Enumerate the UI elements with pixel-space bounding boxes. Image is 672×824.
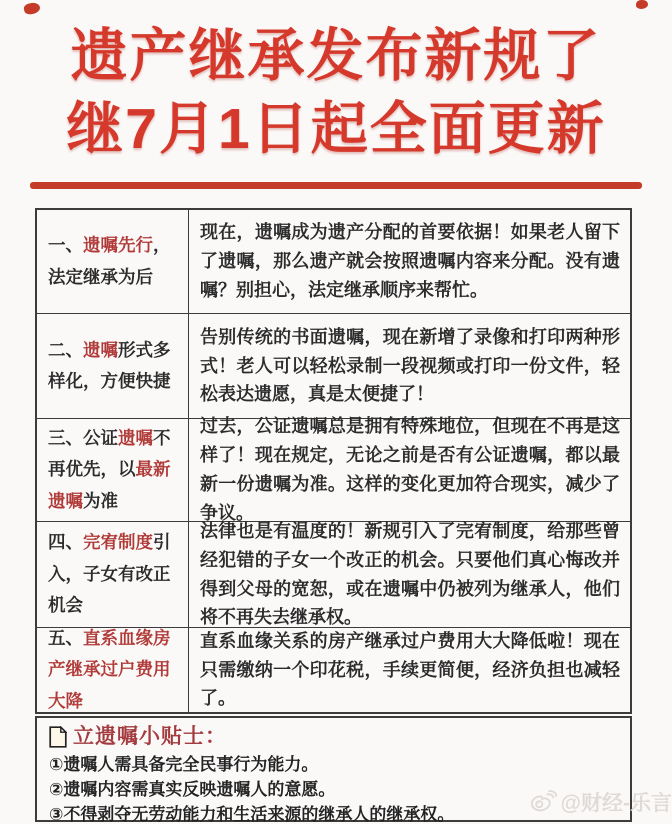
rule-description [189,416,630,523]
rule-heading [37,314,189,418]
heading-keyword: 遗嘱先行 [83,235,153,255]
rule-heading [37,522,189,627]
heading-text: 不再优先，以 [48,427,171,480]
heading-text: 一、 [48,235,83,255]
decor-red-corner-right [636,0,648,9]
page-title [0,20,672,166]
heading-keyword: 遗嘱 [83,339,118,360]
heading-text: 三、公证 [48,427,118,448]
heading-text: 引入，子女有改正机会 [48,532,171,616]
red-divider-rule [30,182,642,189]
watermark-text: @财经-乐言 [560,792,672,815]
heading-keyword: 遗嘱 [118,427,153,448]
heading-keyword: 完宥制度 [83,532,153,553]
description-text: 现在，遗嘱成为遗产分配的首要依据！如果老人留下了遗嘱，那么遗产就会按照遗嘱内容来分配。没有遗嘱？别担心，法定继承顺序来帮忙。 [200,222,620,300]
rule-description [189,522,630,627]
rule-description [189,628,630,712]
heading-text: 为准 [83,490,118,511]
watermark [529,787,672,817]
tip-item: ①遗嘱人需具备完全民事行为能力。 [49,755,319,774]
title-line-1: 遗产继承发布新规了 [70,24,602,88]
heading-text: 二、 [48,339,83,360]
heading-text: 五、 [48,627,83,648]
tips-header [49,722,618,752]
rule-description [189,210,630,313]
note-icon [49,726,67,748]
table-row [37,210,630,313]
description-text: 法律也是有温度的！新规引入了完宥制度，给那些曾经犯错的子女一个改正的机会。只要他们真心悔改并得到父母的宽恕，或在遗嘱中仍被列为继承人，他们将不再失去继承权。 [200,520,620,628]
heading-keyword: 最新遗嘱 [48,459,171,511]
heading-text: 四、 [48,532,83,553]
rules-table [35,208,632,714]
rule-description [189,314,630,418]
heading-keyword: 直系血缘房产继承过户费用大降 [48,627,171,711]
description-text: 过去，公证遗嘱总是拥有特殊地位，但现在不再是这样了！现在规定，无论之前是否有公证遗嘱，都以最新一份遗嘱为准。这样的变化更加符合现实，减少了争议。 [200,416,620,523]
table-row [37,521,630,627]
table-row [37,627,630,712]
heading-text: ，法定继承为后 [48,235,171,287]
rule-heading [37,210,189,313]
weibo-icon [529,790,557,814]
title-line-2: 继7月1日起全面更新 [66,97,606,161]
heading-text: 形式多样化，方便快捷 [48,339,171,391]
tip-item: ②遗嘱内容需真实反映遗嘱人的意愿。 [49,780,336,799]
table-row [37,418,630,521]
tips-title: 立遗嘱小贴士： [73,725,227,748]
tip-item: ③不得剥夺无劳动能力和生活来源的继承人的继承权。 [49,805,455,824]
description-text: 直系血缘关系的房产继承过户费用大大降低啦！现在只需缴纳一个印花税，手续更简便，经济负担也减轻了。 [200,630,620,709]
rule-heading [37,628,189,712]
decor-red-corner-left [23,1,41,15]
table-row [37,313,630,418]
rule-heading [37,419,189,521]
description-text: 告别传统的书面遗嘱，现在新增了录像和打印两种形式！老人可以轻松录制一段视频或打印一份文件，轻松表达遗愿，真是太便捷了！ [200,326,620,405]
